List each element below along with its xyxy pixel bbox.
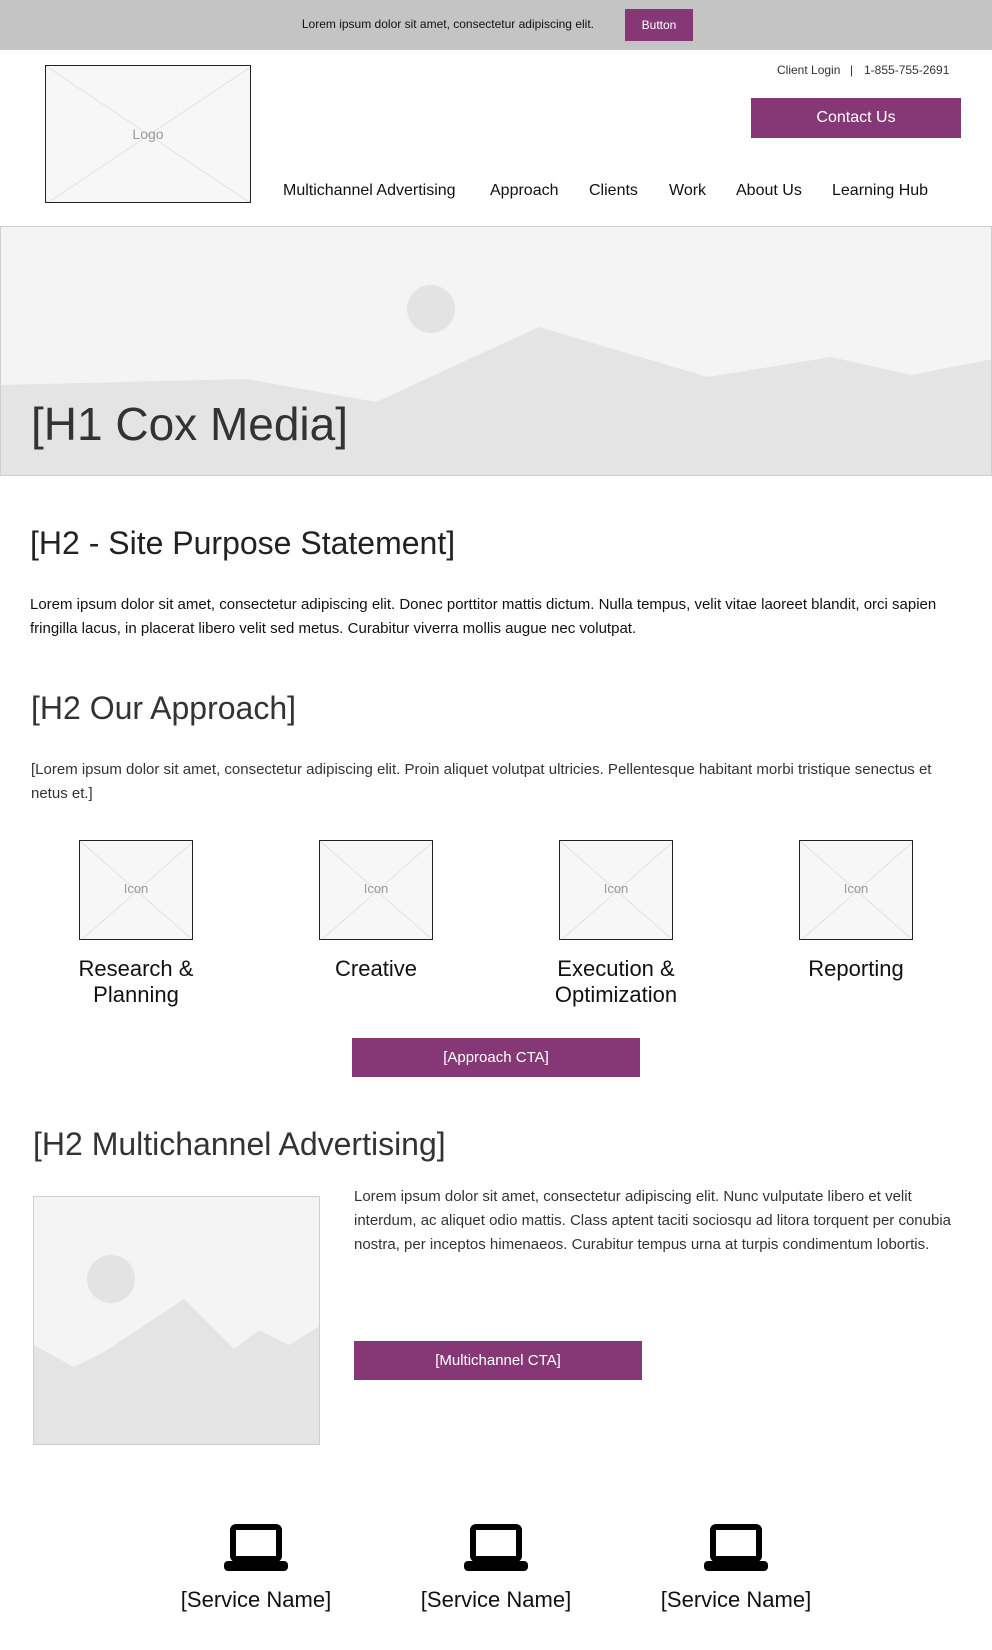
hero-banner bbox=[0, 226, 992, 476]
announcement-button[interactable]: Button bbox=[625, 9, 693, 41]
laptop-icon bbox=[224, 1524, 288, 1572]
contact-us-button[interactable]: Contact Us bbox=[751, 98, 961, 138]
nav-multichannel-advertising[interactable]: Multichannel Advertising bbox=[283, 182, 456, 199]
nav-work[interactable]: Work bbox=[669, 182, 707, 199]
multichannel-image bbox=[33, 1196, 320, 1445]
logo-label: Logo bbox=[132, 126, 164, 142]
icon-label: Icon bbox=[363, 881, 389, 896]
step-research-planning: Research & Planning bbox=[78, 956, 194, 1007]
service-name[interactable]: [Service Name] bbox=[420, 1587, 572, 1612]
phone-link[interactable]: 1-855-755-2691 bbox=[864, 63, 950, 77]
nav-learning-hub[interactable]: Learning Hub bbox=[832, 182, 929, 199]
creative-icon bbox=[319, 840, 433, 940]
step-reporting: Reporting bbox=[808, 956, 904, 981]
multichannel-cta-button[interactable]: [Multichannel CTA] bbox=[354, 1341, 642, 1380]
nav-about-us[interactable]: About Us bbox=[736, 182, 802, 199]
client-login-link[interactable]: Client Login bbox=[777, 63, 841, 77]
purpose-heading: [H2 - Site Purpose Statement] bbox=[30, 525, 456, 561]
nav-approach[interactable]: Approach bbox=[490, 182, 559, 199]
step-execution-optimization: Execution & Optimization bbox=[554, 956, 678, 1007]
logo[interactable] bbox=[45, 65, 251, 203]
image-placeholder-icon bbox=[34, 1197, 320, 1445]
service-name[interactable]: [Service Name] bbox=[660, 1587, 812, 1612]
announcement-text: Lorem ipsum dolor sit amet, consectetur adipiscing elit. bbox=[301, 17, 594, 31]
approach-heading: [H2 Our Approach] bbox=[31, 690, 297, 726]
service-name[interactable]: [Service Name] bbox=[180, 1587, 332, 1612]
laptop-icon bbox=[704, 1524, 768, 1572]
announcement-bar bbox=[0, 0, 992, 50]
hero-title: [H1 Cox Media] bbox=[31, 398, 349, 450]
laptop-icon bbox=[464, 1524, 528, 1572]
icon-label: Icon bbox=[603, 881, 629, 896]
approach-text: [Lorem ipsum dolor sit amet, consectetur adipiscing elit. Proin aliquet volutpat ultricies. Pellentesque habitant morbi tristique senectus et netus et.] bbox=[31, 761, 932, 802]
utility-separator: | bbox=[850, 63, 854, 77]
multichannel-text: Lorem ipsum dolor sit amet, consectetur adipiscing elit. Nunc vulputate libero et velit interdum, ac aliquet odio mattis. Class aptent taciti sociosqu ad litora torquent per conubia nostra, per inceptos himenaeos. Curabitur tempus urna at turpis condimentum lobortis. bbox=[354, 1188, 951, 1253]
execution-optimization-icon bbox=[559, 840, 673, 940]
step-creative: Creative bbox=[335, 956, 417, 981]
icon-label: Icon bbox=[123, 881, 149, 896]
approach-cta-button[interactable]: [Approach CTA] bbox=[352, 1038, 640, 1077]
research-planning-icon bbox=[79, 840, 193, 940]
purpose-text: Lorem ipsum dolor sit amet, consectetur adipiscing elit. Donec porttitor mattis dictum. Nulla tempus, velit vitae laoreet blandit, orci sapien fringilla lacus, in placerat libero velit sed metus. Curabitur viverra mollis augue nec volutpat. bbox=[30, 596, 937, 637]
icon-label: Icon bbox=[843, 881, 869, 896]
multichannel-heading: [H2 Multichannel Advertising] bbox=[33, 1126, 446, 1162]
nav-clients[interactable]: Clients bbox=[589, 182, 638, 199]
reporting-icon bbox=[799, 840, 913, 940]
